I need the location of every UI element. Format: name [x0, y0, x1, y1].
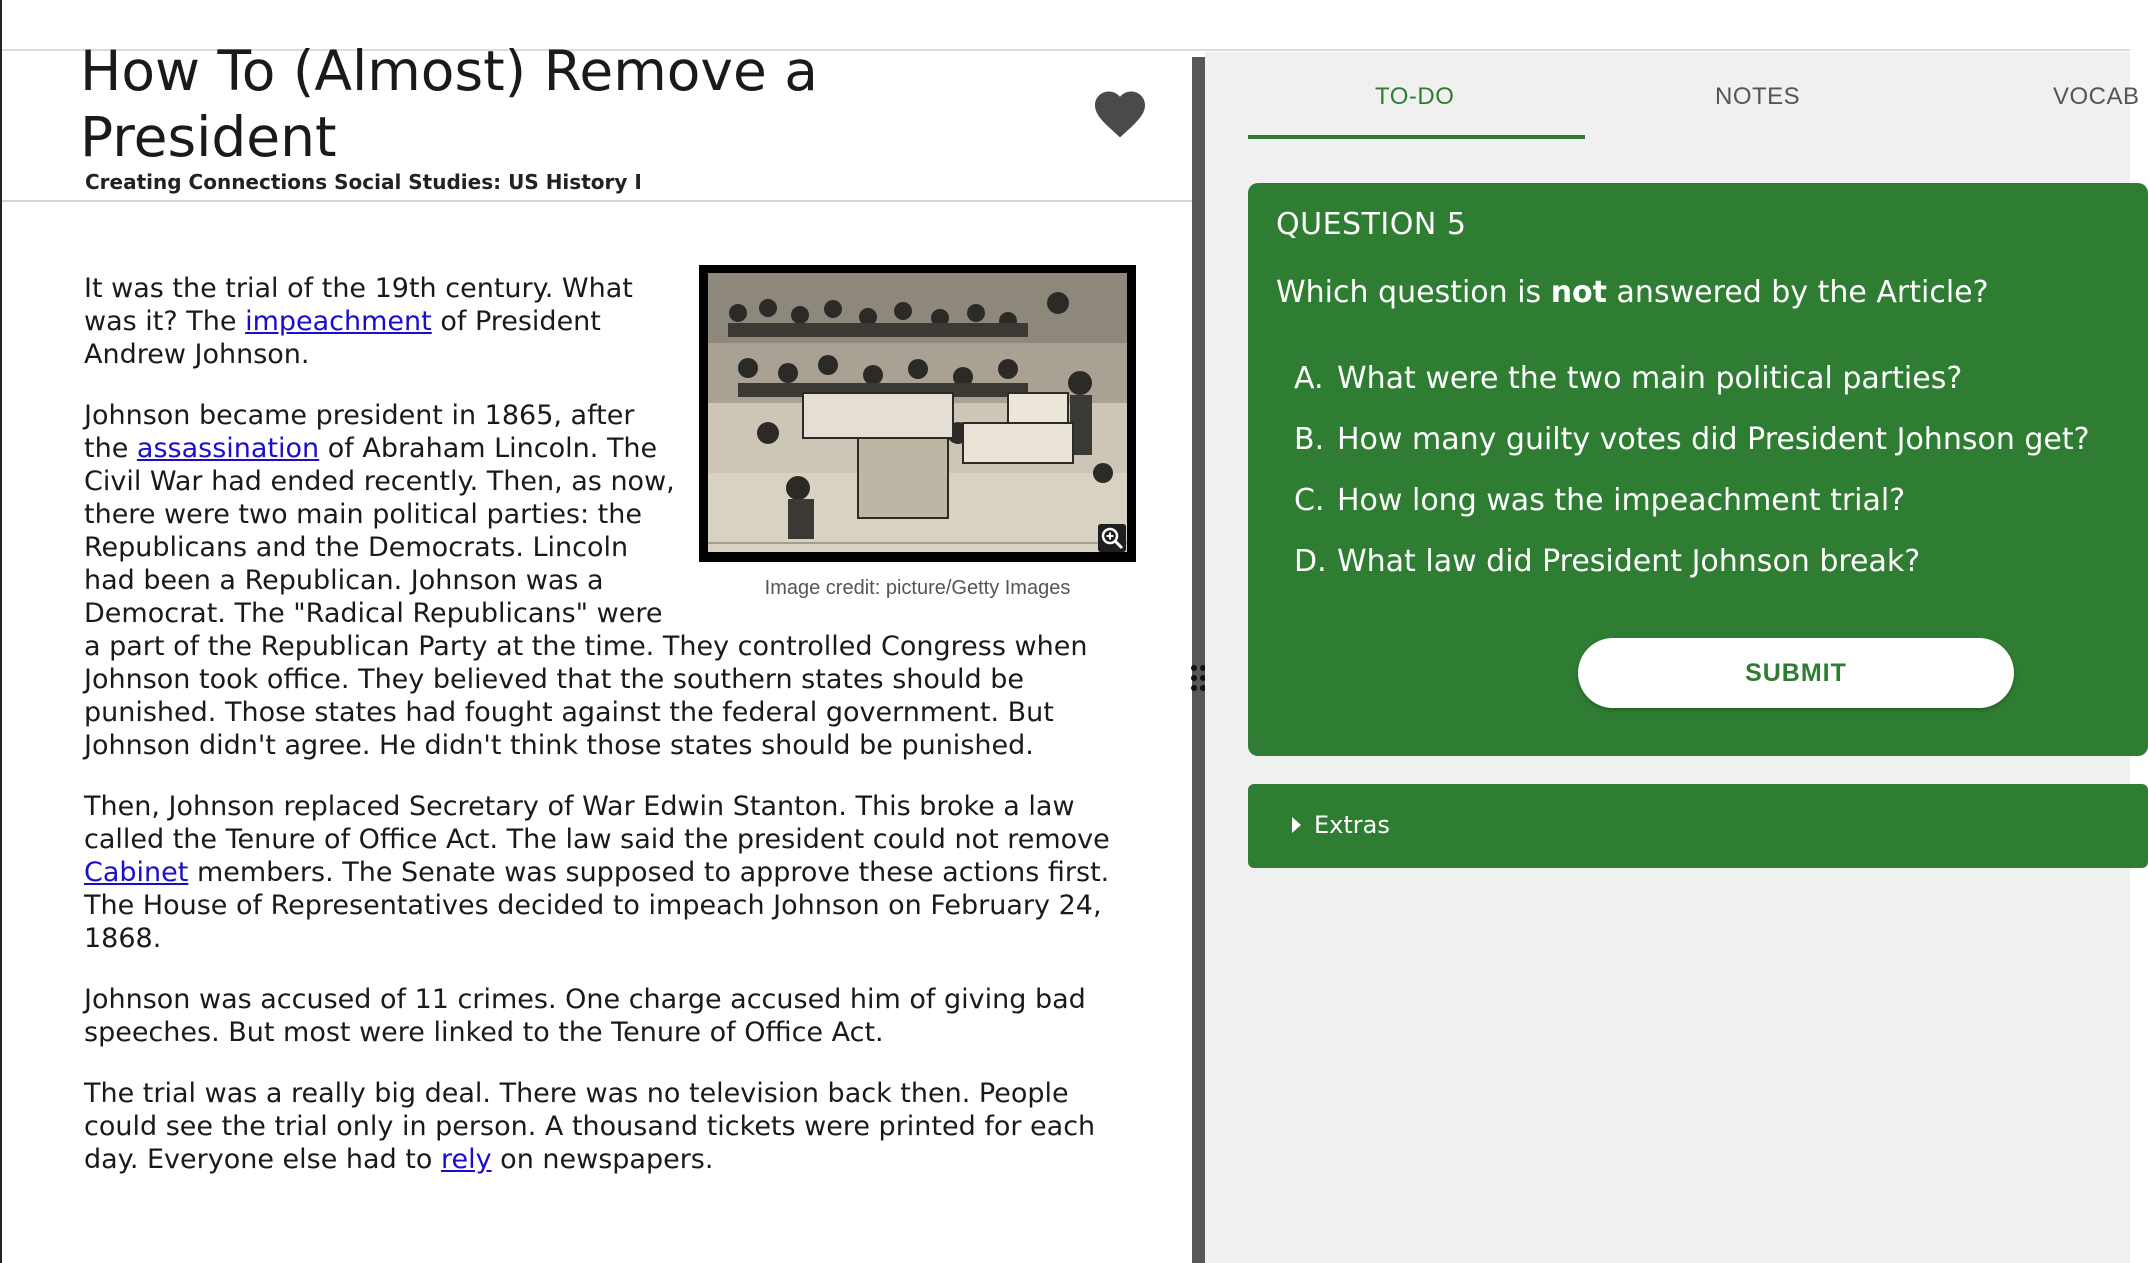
paragraph-4: Johnson was accused of 11 crimes. One charge accused him of giving bad speeches. But most were linked to the Tenure of Office Act. — [84, 984, 1086, 1048]
article-image[interactable] — [699, 265, 1136, 562]
paragraph-text: of President Andrew Johnson. — [84, 306, 601, 370]
article-title: How To (Almost) Remove a President — [80, 39, 818, 169]
article-body — [84, 272, 1144, 1204]
vocab-link-cabinet[interactable]: Cabinet — [84, 857, 189, 888]
paragraph-text: It was the trial of the 19th century. What was it? The — [84, 273, 633, 337]
question-text-emphasis: not — [1550, 275, 1608, 310]
answer-option-a[interactable] — [1294, 361, 1962, 396]
question-text — [1276, 275, 1989, 310]
paragraph-text: The trial was a really big deal. There was no television back then. People could see the trial only in person. A thousand tickets were printed for each day. Everyone else had to — [84, 1078, 1096, 1175]
extras-accordion[interactable] — [1248, 784, 2148, 868]
submit-button[interactable]: SUBMIT — [1578, 638, 2014, 708]
question-text-part: answered by the Article? — [1607, 275, 1989, 310]
article-subtitle: Creating Connections Social Studies: US History I — [85, 170, 642, 194]
option-letter: C. — [1294, 483, 1325, 518]
extras-label: Extras — [1314, 811, 1390, 839]
question-card — [1248, 183, 2148, 756]
tab-notes[interactable]: NOTES — [1715, 83, 1801, 110]
option-letter: A. — [1294, 361, 1324, 396]
article-header — [2, 39, 1192, 202]
paragraph-text: members. The Senate was supposed to approve these actions first. The House of Representatives decided to impeach Johnson on February 24, 1868. — [84, 857, 1110, 954]
heart-icon[interactable] — [1090, 84, 1150, 144]
answer-option-c[interactable] — [1294, 483, 1905, 518]
impeachment-trial-engraving — [708, 273, 1127, 552]
article-figure — [699, 265, 1136, 605]
vocab-link-rely[interactable]: rely — [440, 1144, 492, 1175]
paragraph-3 — [84, 790, 1144, 955]
option-text: What law did President Johnson break? — [1337, 544, 1921, 579]
option-text: What were the two main political parties? — [1337, 361, 1963, 396]
vocab-link-impeachment[interactable]: impeachment — [245, 306, 432, 337]
article-pane — [2, 39, 1192, 1263]
paragraph-text: Then, Johnson replaced Secretary of War Edwin Stanton. This broke a law called the Tenure of Office Act. The law said the president could not remove — [84, 791, 1110, 855]
option-text: How long was the impeachment trial? — [1337, 483, 1906, 518]
paragraph-text: on newspapers. — [491, 1144, 714, 1175]
activity-pane — [1205, 52, 2140, 1263]
option-letter: B. — [1294, 422, 1325, 457]
answer-option-b[interactable] — [1294, 422, 2090, 457]
option-text: How many guilty votes did President Johnson get? — [1337, 422, 2090, 457]
question-text-part: Which question is — [1276, 275, 1551, 310]
pane-divider[interactable] — [1192, 57, 1205, 1263]
paragraph-text: of Abraham Lincoln. The Civil War had ended recently. Then, as now, there were two main political parties: the Republicans and the Democrats. Lincoln had been a Republican. Johnson was a Democrat. The "Radical Republicans" were a part of the Republican Party at the time. They controlled Congress when Johnson took office. They believed that the southern states should be punished. Those states had fought against the federal government. But Johnson didn't agree. He didn't think those states should be punished. — [84, 433, 1088, 761]
tab-vocab[interactable]: VOCAB — [2053, 83, 2140, 110]
answer-option-d[interactable] — [1294, 544, 1920, 579]
paragraph-5 — [84, 1077, 1144, 1176]
question-number: QUESTION 5 — [1276, 207, 1467, 242]
image-caption: Image credit: picture/Getty Images — [764, 577, 1071, 599]
paragraph-text: Johnson became president in 1865, after the — [84, 400, 635, 464]
active-tab-indicator — [1248, 135, 1585, 139]
zoom-icon[interactable] — [1098, 524, 1126, 552]
option-letter: D. — [1294, 544, 1327, 579]
tab-todo[interactable]: TO-DO — [1375, 83, 1455, 110]
vocab-link-assassination[interactable]: assassination — [136, 433, 320, 464]
caret-right-icon — [1292, 817, 1301, 833]
